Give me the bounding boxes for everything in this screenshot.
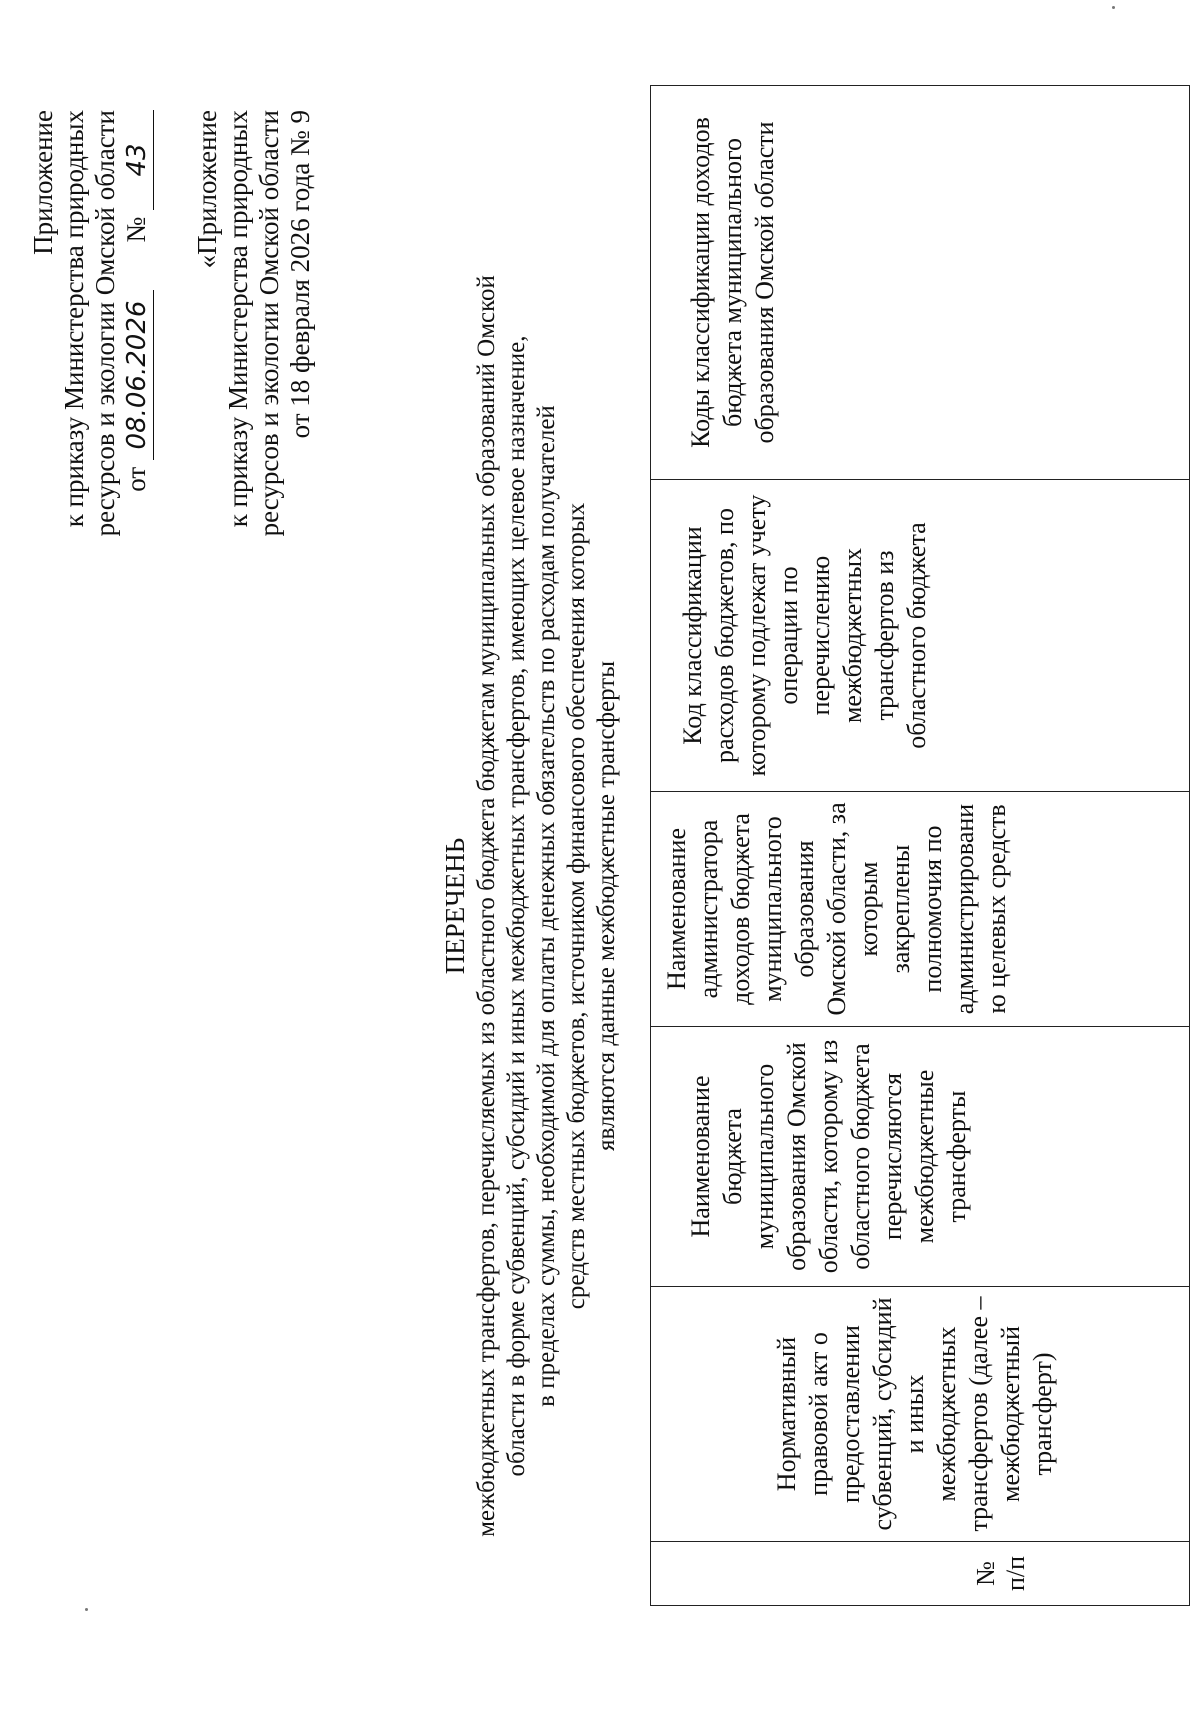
appendix-title: Приложение <box>28 110 58 255</box>
previous-appendix-line-2: ресурсов и экологии Омской области <box>254 110 284 537</box>
handwritten-number: 43 <box>122 110 154 210</box>
title-line-4: средств местных бюджетов, источником финансового обеспечения которых <box>563 502 590 1310</box>
handwritten-date: 08.06.2026 <box>122 290 154 460</box>
title-line-1: межбюджетных трансфертов, перечисляемых из областного бюджета бюджетам муниципальных образований Омской <box>473 275 500 1537</box>
previous-appendix-line-3: от 18 февраля 2026 года № 9 <box>285 110 315 439</box>
table-header-row <box>651 86 1190 1606</box>
scan-speck <box>1112 6 1115 9</box>
number-label: № <box>121 216 151 243</box>
header-expense-code: Код классификации расходов бюджетов, по которому подлежат учету операции по перечислению межбюджетных трансфертов из областного бюджета <box>651 480 1190 792</box>
transfers-table <box>650 85 1190 1606</box>
appendix-line-2: ресурсов и экологии Омской области <box>90 110 120 537</box>
previous-appendix-title: «Приложение <box>192 110 222 269</box>
date-prefix: от <box>121 466 151 492</box>
header-income-codes: Коды классификации доходов бюджета муниципального образования Омской области <box>651 86 1190 480</box>
header-legal-act: Нормативный правовой акт о предоставлении субвенций, субсидий и иных межбюджетных трансфертов (далее – межбюджетный трансферт) <box>651 1287 1190 1542</box>
title-line-3: в пределах суммы, необходимой для оплаты денежных обязательств по расходам получателей <box>533 405 560 1407</box>
appendix-header <box>28 110 154 536</box>
header-admin-name: Наименование администратора доходов бюджета муниципального образования Омской области, за которым закреплены полномочия по администрированию целевых средств <box>651 792 1190 1027</box>
document-title <box>440 266 622 1546</box>
previous-appendix-header <box>192 110 316 536</box>
title-heading: ПЕРЕЧЕНЬ <box>440 837 470 975</box>
header-num: № п/п <box>651 1542 1190 1606</box>
previous-appendix-line-1: к приказу Министерства природных <box>223 110 253 528</box>
header-budget-name: Наименование бюджета муниципального образования Омской области, которому из областного бюджета перечисляются межбюджетные трансферты <box>651 1027 1190 1287</box>
title-line-2: области в форме субвенций, субсидий и иных межбюджетных трансфертов, имеющих целевое назначение, <box>503 335 530 1477</box>
title-line-5: являются данные межбюджетные трансферты <box>593 660 620 1152</box>
appendix-date-line <box>121 110 154 536</box>
appendix-line-1: к приказу Министерства природных <box>59 110 89 528</box>
scan-speck <box>85 1608 88 1611</box>
